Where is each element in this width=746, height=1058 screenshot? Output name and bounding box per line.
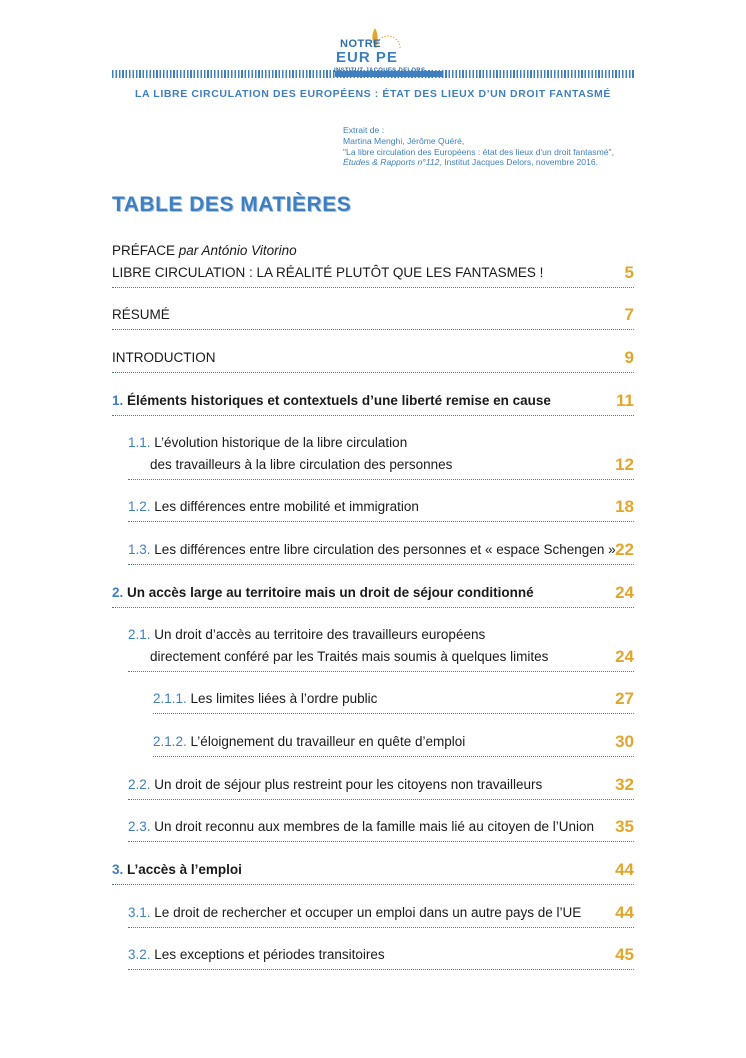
toc-entry-text xyxy=(112,390,634,412)
page-number: 7 xyxy=(624,305,634,324)
dotted-rule xyxy=(128,479,634,480)
toc-entry-text xyxy=(128,944,634,966)
section-title: L’éloignement du travailleur en quête d’emploi xyxy=(190,734,466,749)
toc-entry-text xyxy=(128,816,634,838)
toc-entry-text xyxy=(128,902,634,924)
extract-line-3: "La libre circulation des Européens : état des lieux d'un droit fantasmé", xyxy=(343,146,614,157)
dotted-rule xyxy=(128,671,634,672)
preface-author: par António Vitorino xyxy=(178,243,297,258)
page-number: 5 xyxy=(624,263,634,282)
section-title: Un droit de séjour plus restreint pour les citoyens non travailleurs xyxy=(154,777,543,792)
toc-entry-text: INTRODUCTION xyxy=(112,350,216,365)
dotted-rule xyxy=(153,756,634,757)
toc-entry-3[interactable] xyxy=(112,859,634,881)
page-number: 32 xyxy=(615,775,634,794)
section-title: L’accès à l’emploi xyxy=(127,862,242,877)
toc-entry-3-2[interactable] xyxy=(128,944,634,966)
page-number: 12 xyxy=(615,455,634,474)
dotted-rule xyxy=(112,415,634,416)
extract-series: Études & Rapports n°112 xyxy=(343,157,440,168)
toc-entry-text: RÉSUMÉ xyxy=(112,307,170,322)
toc-entry-text xyxy=(128,496,634,518)
toc-entry-1-1[interactable] xyxy=(128,432,634,476)
section-number: 2.1. xyxy=(128,627,151,642)
toc-entry-text xyxy=(128,774,634,796)
section-number: 2.2. xyxy=(128,777,151,792)
section-number: 2.1.1. xyxy=(153,691,187,706)
dotted-rule xyxy=(128,841,634,842)
dotted-rule xyxy=(153,713,634,714)
logo-main-text: EUR PE xyxy=(336,49,398,66)
dotted-rule xyxy=(112,329,634,330)
dotted-rule xyxy=(128,521,634,522)
section-number: 1.2. xyxy=(128,499,151,514)
extract-publisher: , Institut Jacques Delors, novembre 2016. xyxy=(439,157,599,168)
dotted-rule xyxy=(128,564,634,565)
toc-entry-line-2: LIBRE CIRCULATION : LA RÉALITÉ PLUTÔT QUE LES FANTASMES ! xyxy=(112,265,544,280)
dotted-rule xyxy=(112,372,634,373)
page-number: 30 xyxy=(615,732,634,751)
section-title: Les différences entre libre circulation des personnes et « espace Schengen » xyxy=(154,542,616,557)
preface-prefix: PRÉFACE xyxy=(112,243,179,258)
dotted-rule xyxy=(128,799,634,800)
toc-entry-text xyxy=(112,859,634,881)
toc-entry-2[interactable] xyxy=(112,582,634,604)
section-number: 1.3. xyxy=(128,542,151,557)
section-title: Un accès large au territoire mais un droit de séjour conditionné xyxy=(127,585,534,600)
section-number: 2.3. xyxy=(128,819,151,834)
section-title: Le droit de rechercher et occuper un emploi dans un autre pays de l’UE xyxy=(154,905,582,920)
toc-entry-text xyxy=(128,624,634,646)
section-number: 3.1. xyxy=(128,905,151,920)
section-title: Les différences entre mobilité et immigration xyxy=(154,499,419,514)
extract-line-2: Martina Menghi, Jérôme Quéré, xyxy=(343,135,465,146)
section-title: Un droit reconnu aux membres de la famille mais lié au citoyen de l’Union xyxy=(154,819,595,834)
page-number: 35 xyxy=(615,817,634,836)
toc-entry-1-3[interactable] xyxy=(128,539,634,561)
toc-entry-text xyxy=(128,539,634,561)
page-number: 44 xyxy=(615,860,634,879)
toc-entry-2-1[interactable] xyxy=(128,624,634,668)
page-number: 44 xyxy=(615,903,634,922)
logo-top-text: NOTRE xyxy=(340,38,381,50)
section-title: L’évolution historique de la libre circulation xyxy=(154,435,408,450)
extract-line-1: Extrait de : xyxy=(343,125,385,135)
page-number: 24 xyxy=(615,647,634,666)
toc-entry-text xyxy=(153,731,634,753)
section-number: 1.1. xyxy=(128,435,151,450)
running-title: LA LIBRE CIRCULATION DES EUROPÉENS : ÉTAT DES LIEUX D’UN DROIT FANTASMÉ xyxy=(134,88,612,100)
toc-entry-1[interactable] xyxy=(112,390,634,412)
page-number: 27 xyxy=(615,689,634,708)
toc-entry-line-2: directement conféré par les Traités mais soumis à quelques limites xyxy=(150,649,549,664)
dotted-rule xyxy=(112,287,634,288)
dotted-rule xyxy=(112,607,634,608)
section-number: 2.1.2. xyxy=(153,734,187,749)
toc-entry-2-1-1[interactable] xyxy=(153,688,634,710)
section-title: Les limites liées à l’ordre public xyxy=(190,691,378,706)
toc-entry-introduction[interactable] xyxy=(112,347,634,369)
toc-entry-2-1-2[interactable] xyxy=(153,731,634,753)
toc-entry-text xyxy=(128,432,634,454)
section-number: 1. xyxy=(112,393,124,408)
section-title: Un droit d’accès au territoire des travailleurs européens xyxy=(154,627,486,642)
dotted-rule xyxy=(112,884,634,885)
toc-entry-1-2[interactable] xyxy=(128,496,634,518)
toc-entry-preface[interactable] xyxy=(112,240,634,284)
section-number: 2. xyxy=(112,585,124,600)
page-number: 9 xyxy=(624,348,634,367)
toc-entry-line-2: des travailleurs à la libre circulation des personnes xyxy=(150,457,453,472)
page-number: 18 xyxy=(615,497,634,516)
dotted-rule xyxy=(128,969,634,970)
section-number: 3.2. xyxy=(128,947,151,962)
extract-block xyxy=(343,125,663,168)
section-title: Les exceptions et périodes transitoires xyxy=(154,947,385,962)
toc-entry-line xyxy=(112,240,634,262)
header-band xyxy=(112,70,634,78)
toc-title: TABLE DES MATIÈRES xyxy=(112,193,352,216)
page-number: 11 xyxy=(616,391,634,410)
page-number: 45 xyxy=(615,945,634,964)
toc-entry-text xyxy=(112,582,634,604)
toc-entry-resume[interactable] xyxy=(112,304,634,326)
section-title: Éléments historiques et contextuels d’une liberté remise en cause xyxy=(127,393,551,408)
extract-line-4 xyxy=(343,157,663,168)
header-band-bar xyxy=(335,71,443,77)
toc-entry-3-1[interactable] xyxy=(128,902,634,924)
page-number: 22 xyxy=(615,540,634,559)
toc-entry-2-3[interactable] xyxy=(128,816,634,838)
toc-entry-2-2[interactable] xyxy=(128,774,634,796)
dotted-rule xyxy=(128,927,634,928)
toc-entry-text xyxy=(153,688,634,710)
section-number: 3. xyxy=(112,862,124,877)
page-number: 24 xyxy=(615,583,634,602)
